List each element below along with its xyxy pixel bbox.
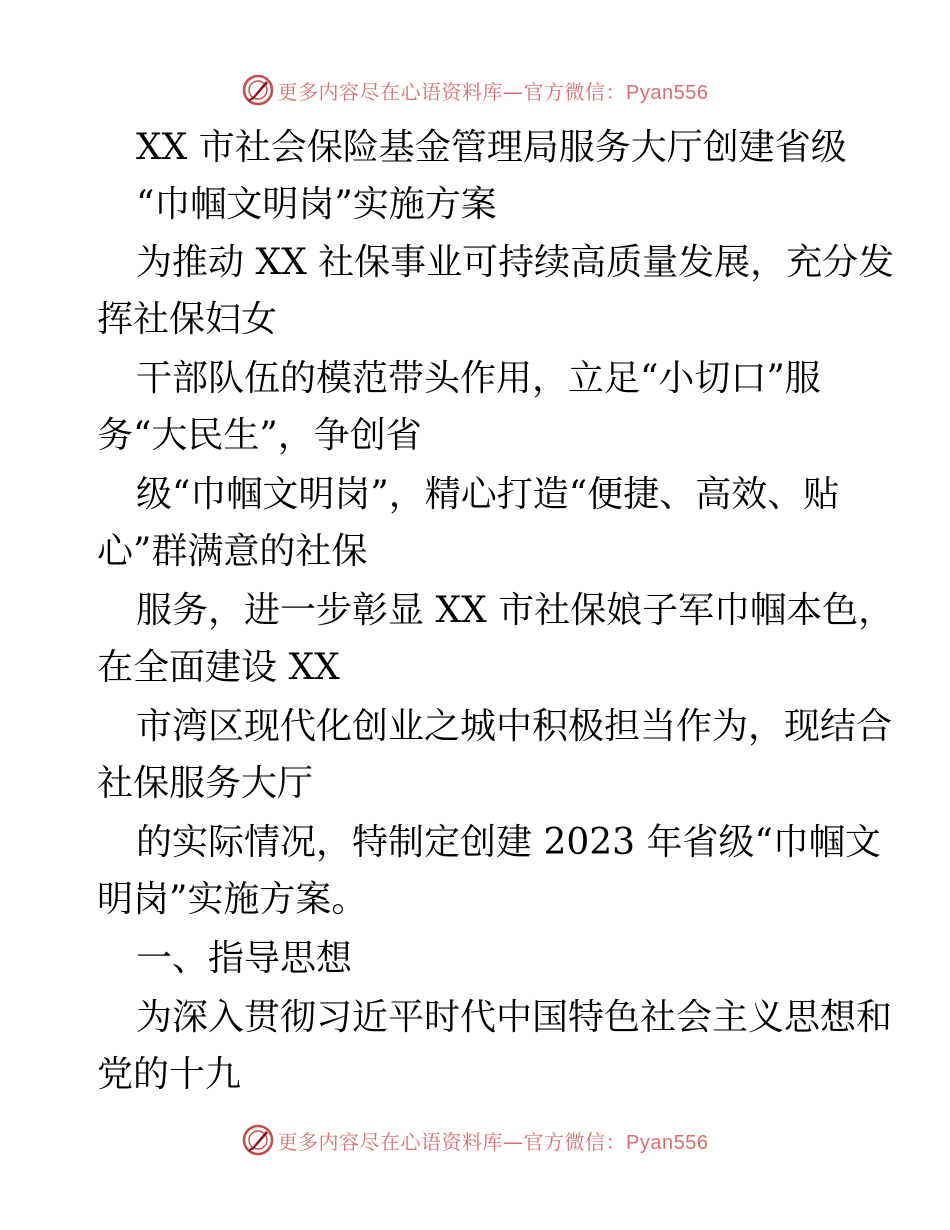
paragraph-line: 级“巾帼文明岗”，精心打造“便捷、高效、贴 [136, 474, 840, 515]
header-banner [0, 70, 950, 110]
header-banner-wechat-id: Pyan556 [626, 81, 709, 104]
quill-logo-icon [242, 1124, 274, 1156]
footer-banner [0, 1120, 950, 1160]
paragraph-line: 明岗”实施方案。 [97, 879, 368, 920]
paragraph-line: 为推动 XX 社保事业可持续高质量发展，充分发 [136, 242, 895, 283]
paragraph-line: 干部队伍的模范带头作用，立足“小切口”服 [136, 358, 821, 399]
paragraph-line: 心”群满意的社保 [97, 531, 368, 572]
paragraph-line: 服务，进一步彰显 XX 市社保娘子军巾帼本色， [136, 590, 895, 631]
quill-logo-icon [242, 74, 274, 106]
header-banner-text: 更多内容尽在心语资料库—官方微信：Pyan556 [277, 79, 709, 104]
paragraph-line: 务“大民生”，争创省 [97, 415, 422, 456]
section-heading: 一、指导思想 [136, 938, 353, 979]
paragraph-line: 在全面建设 XX [97, 647, 340, 688]
paragraph-line: 社保服务大厅 [97, 763, 314, 804]
title-line-2: “巾帼文明岗”实施方案 [136, 184, 497, 225]
footer-banner-wechat-id: Pyan556 [626, 1131, 709, 1154]
paragraph-line: 市湾区现代化创业之城中积极担当作为，现结合 [136, 706, 893, 747]
title-line-1: XX 市社会保险基金管理局服务大厅创建省级 [136, 127, 847, 168]
paragraph-line: 挥社保妇女 [97, 299, 278, 340]
paragraph-line: 为深入贯彻习近平时代中国特色社会主义思想和 [136, 997, 893, 1038]
footer-banner-text: 更多内容尽在心语资料库—官方微信：Pyan556 [277, 1129, 709, 1154]
paragraph-line: 的实际情况，特制定创建 2023 年省级“巾帼文 [136, 822, 881, 863]
paragraph-line: 党的十九 [97, 1054, 242, 1095]
